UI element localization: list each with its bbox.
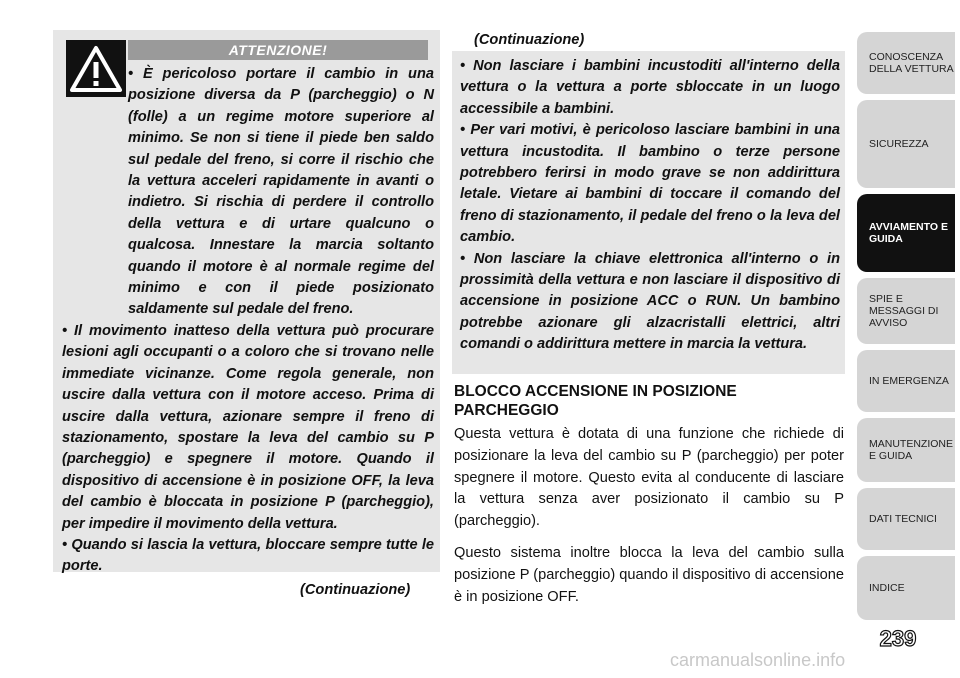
page-number: 239: [879, 626, 917, 651]
warning-paragraph: • Non lasciare la chiave elettronica all'interno o in prossimità della vettura e non lasciare il dispositivo di accensione in posizione ACC o RUN. Un bambino potrebbe azionare gli alzacristalli elettrici, altri comandi o addirittura mettere in marcia la vettura.: [460, 250, 840, 353]
continued-label-left: (Continuazione): [300, 582, 411, 598]
warning-paragraph: • Non lasciare i bambini incustoditi all'interno della vettura o la vettura a porte sbloccate in un luogo accessibile a bambini.: [460, 58, 840, 117]
warning-paragraph: • Per vari motivi, è pericoloso lasciare bambini in una vettura incustodita. Il bambino o terze persone potrebbero ferirsi in modo grave se non addirittura letale. Vietare ai bambini di toccare il comando del freno di stazionamento, il pedale del freno o la leva del cambio.: [460, 122, 840, 246]
warning-paragraph: • Il movimento inatteso della vettura può procurare lesioni agli occupanti o a coloro che si trovano nelle immediate vicinanze. Come regola generale, non uscire dalla vettura con il motore acceso. Prima di uscire dalla vettura, azionare sempre il freno di stazionamento, spostare la leva del cambio su P (parcheggio) e spegnere il motore. Quando il dispositivo di accensione è in posizione OFF, la leva del cambio è bloccata in posizione P (parcheggio), per impedire il movimento della vettura.: [62, 322, 434, 532]
body-paragraph: Questa vettura è dotata di una funzione che richiede di posizionare la leva del cambio su P (parcheggio) per poter spegnere il motore. Questo evita al conducente di lasciare la vettura senza aver posizionato il cambio su P (parcheggio).: [454, 426, 844, 530]
warning-text-right: [460, 56, 840, 356]
section-body: [454, 424, 844, 618]
watermark: carmanualsonline.info: [670, 650, 846, 670]
section-title: BLOCCO ACCENSIONE IN POSIZIONE PARCHEGGIO: [454, 383, 737, 419]
tab-indice[interactable]: INDICE: [857, 556, 955, 620]
tab-spie[interactable]: SPIE E MESSAGGI DI AVVISO: [857, 278, 955, 344]
body-paragraph: Questo sistema inoltre blocca la leva del cambio sulla posizione P (parcheggio) quando il dispositivo di accensione è in posizione OFF.: [454, 544, 844, 605]
warning-text-left: [62, 64, 434, 578]
warning-header: ATTENZIONE!: [128, 40, 428, 60]
tab-dati-tecnici[interactable]: DATI TECNICI: [857, 488, 955, 550]
tab-emergenza[interactable]: IN EMERGENZA: [857, 350, 955, 412]
tab-conoscenza[interactable]: CONOSCENZA DELLA VETTURA: [857, 32, 955, 94]
tab-sicurezza[interactable]: SICUREZZA: [857, 100, 955, 188]
continued-label-right: (Continuazione): [474, 32, 585, 48]
tab-avviamento[interactable]: AVVIAMENTO E GUIDA: [857, 194, 955, 272]
warning-paragraph: • È pericoloso portare il cambio in una posizione diversa da P (parcheggio) o N (folle) a un regime motore superiore al minimo. Se non si tiene il piede ben saldo sul pedale del freno, si corre il rischio che la vettura acceleri rapidamente in avanti o indietro. Si rischia di perdere il controllo della vettura e di urtare qualcuno o qualcosa. Innestare la marcia soltanto quando il motore è al normale regime del minimo e con il piede posizionato saldamente sul pedale del freno.: [128, 66, 434, 318]
warning-paragraph: • Quando si lascia la vettura, bloccare sempre tutte le porte.: [62, 536, 434, 575]
tab-manutenzione[interactable]: MANUTENZIONE E GUIDA: [857, 418, 955, 482]
